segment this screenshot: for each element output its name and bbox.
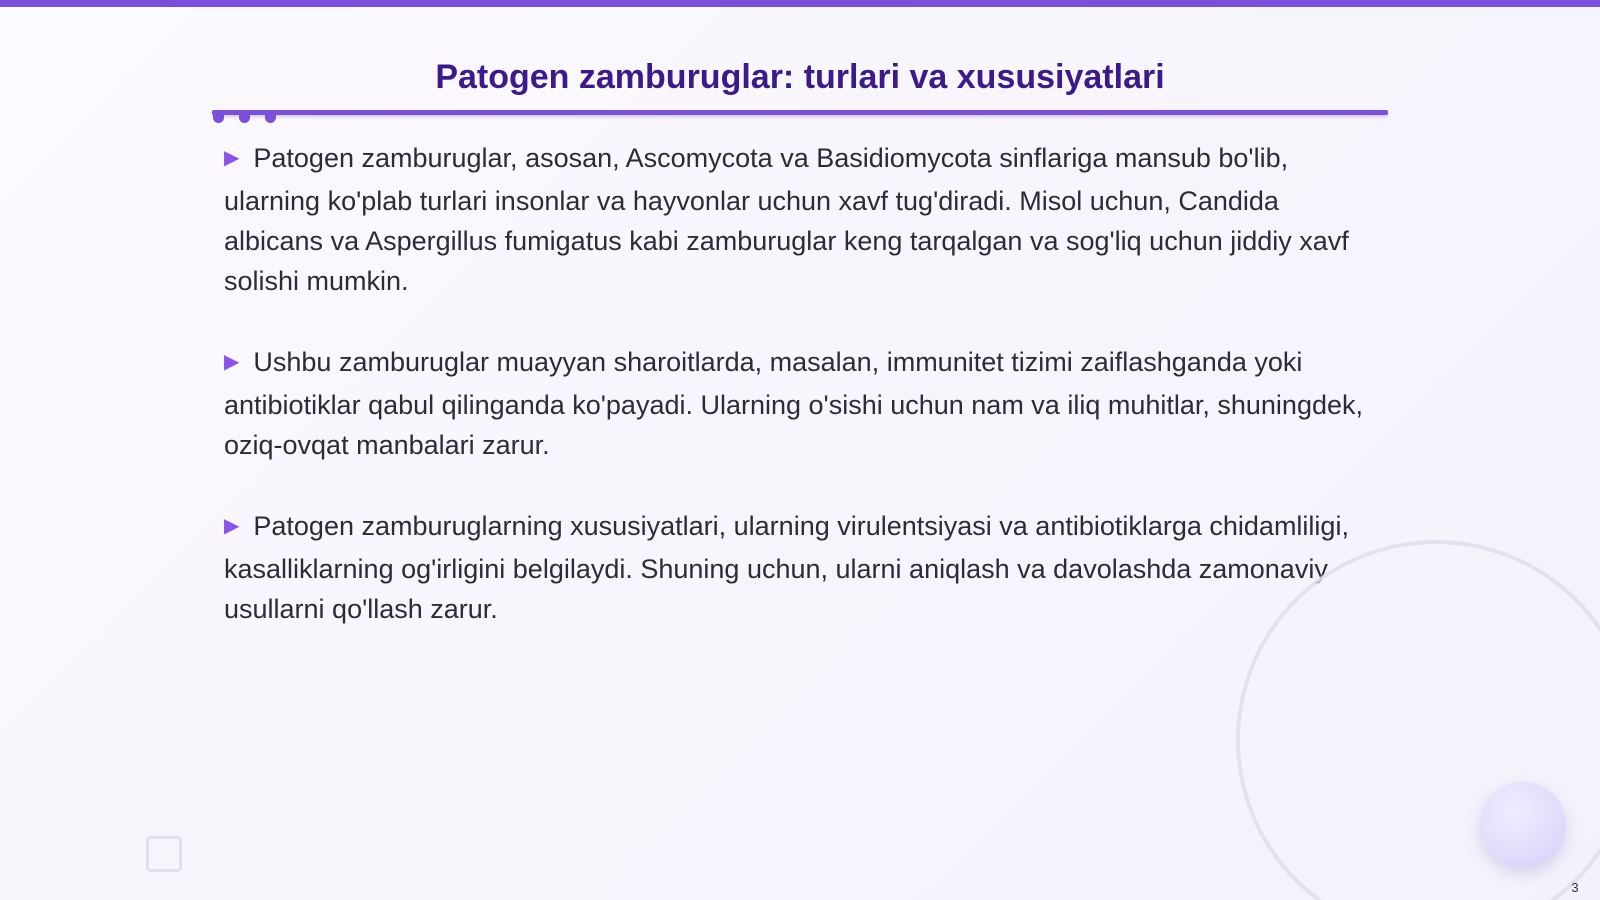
triangle-right-icon: ▶ bbox=[224, 515, 240, 537]
decorative-dot bbox=[239, 110, 250, 123]
bullet-item bbox=[224, 342, 1384, 465]
triangle-right-icon: ▶ bbox=[224, 351, 240, 373]
bullet-item bbox=[224, 138, 1384, 301]
bullet-list bbox=[224, 138, 1384, 670]
decorative-dot bbox=[265, 110, 276, 123]
title-underline bbox=[212, 110, 1388, 115]
decorative-sphere bbox=[1480, 782, 1566, 868]
decorative-dot bbox=[213, 110, 224, 123]
triangle-right-icon: ▶ bbox=[224, 147, 240, 169]
page-number: 3 bbox=[1571, 880, 1579, 895]
decorative-square bbox=[146, 836, 182, 872]
bullet-text: Patogen zamburuglar, asosan, Ascomycota va Basidiomycota sinflariga mansub bo'lib, ularning ko'plab turlari insonlar va hayvonlar uchun xavf tug'diradi. Misol uchun, Candida albicans va Aspergillus fumigatus kabi zamburuglar keng tarqalgan va sog'liq uchun jiddiy xavf solishi mumkin. bbox=[224, 143, 1349, 296]
bullet-text: Patogen zamburuglarning xususiyatlari, ularning virulentsiyasi va antibiotiklarga chidamliligi, kasalliklarning og'irligini belgilaydi. Shuning uchun, ularni aniqlash va davolashda zamonaviy usullarni qo'llash zarur. bbox=[224, 511, 1349, 624]
slide-title: Patogen zamburuglar: turlari va xususiyatlari bbox=[435, 58, 1165, 96]
bullet-item bbox=[224, 506, 1384, 629]
top-accent-bar bbox=[0, 0, 1600, 7]
bullet-text: Ushbu zamburuglar muayyan sharoitlarda, masalan, immunitet tizimi zaiflashganda yoki antibiotiklar qabul qilinganda ko'payadi. Ularning o'sishi uchun nam va iliq muhitlar, shuningdek, oziq-ovqat manbalari zarur. bbox=[224, 347, 1363, 460]
